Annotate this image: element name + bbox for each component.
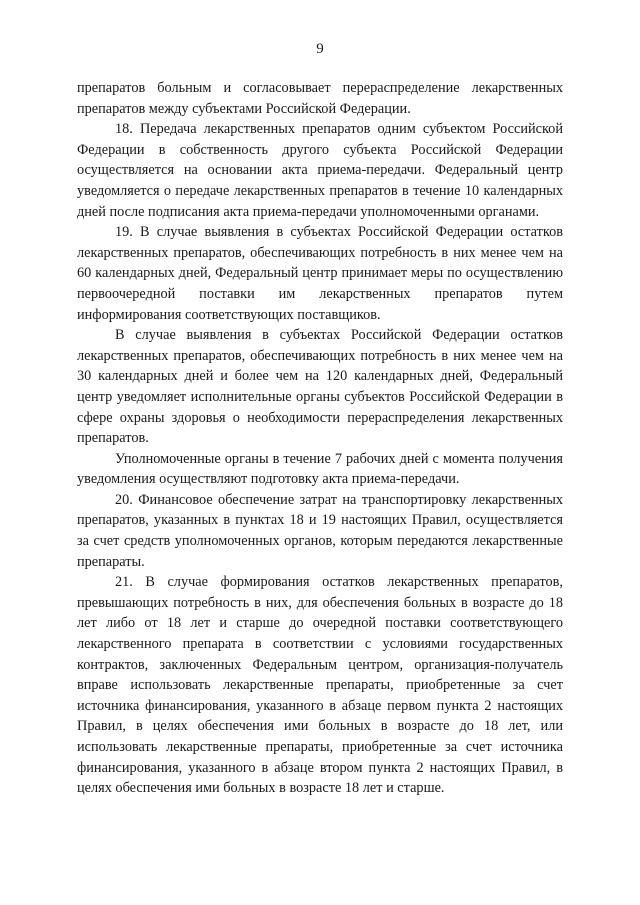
document-body — [77, 78, 563, 799]
page-number: 9 — [316, 41, 324, 57]
paragraph-item-19: 19. В случае выявления в субъектах Российской Федерации остатков лекарственных препаратов, обеспечивающих потребность в них менее чем на 60 календарных дней, Федеральный центр принимает меры по осуществлению первоочередной поставки им лекарственных препаратов путем информирования соответствующих поставщиков. — [77, 224, 563, 323]
paragraph-continuation: препаратов больным и согласовывает перераспределение лекарственных препаратов между субъектами Российской Федерации. — [77, 80, 563, 117]
paragraph-item-21: 21. В случае формирования остатков лекарственных препаратов, превышающих потребность в них, для обеспечения больных в возрасте до 18 лет либо от 18 лет и старше до очередной поставки соответствующего лекарственного препарата в соответствии с условиями государственных контрактов, заключенных Федеральным центром, организация-получатель вправе использовать лекарственные препараты, приобретенные за счет источника финансирования, указанного в абзаце первом пункта 2 настоящих Правил, в целях обеспечения ими больных в возрасте до 18 лет, или использовать лекарственные препараты, приобретенные за счет источника финансирования, указанного в абзаце втором пункта 2 настоящих Правил, в целях обеспечения ими больных в возрасте 18 лет и старше. — [77, 574, 563, 797]
paragraph-item-20: 20. Финансовое обеспечение затрат на транспортировку лекарственных препаратов, указанных в пунктах 18 и 19 настоящих Правил, осуществляется за счет средств уполномоченных органов, которым передаются лекарственные препараты. — [77, 491, 563, 570]
paragraph-item-19-part-3: Уполномоченные органы в течение 7 рабочих дней с момента получения уведомления осуществляют подготовку акта приема-передачи. — [77, 450, 563, 488]
paragraph-item-18: 18. Передача лекарственных препаратов одним субъектом Российской Федерации в собственность другого субъекта Российской Федерации осуществляется на основании акта приема-передачи. Федеральный центр уведомляется о передаче лекарственных препаратов в течение 10 календарных дней после подписания акта приема-передачи уполномоченными органами. — [77, 121, 563, 220]
paragraph-item-19-part-2: В случае выявления в субъектах Российской Федерации остатков лекарственных препаратов, обеспечивающих потребность в них менее чем на 30 календарных дней и более чем на 120 календарных дней, Федеральный центр уведомляет исполнительные органы субъектов Российской Федерации в сфере охраны здоровья о необходимости перераспределения лекарственных препаратов. — [77, 327, 563, 447]
